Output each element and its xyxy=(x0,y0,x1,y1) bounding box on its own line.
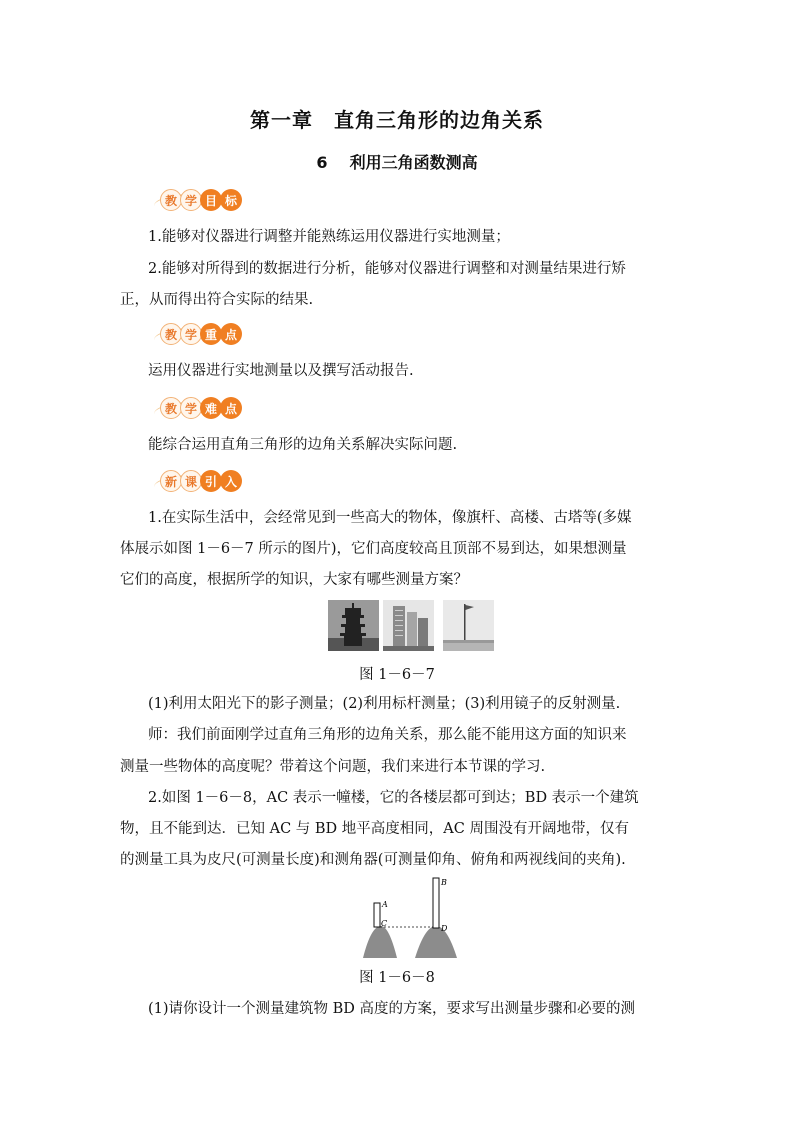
goal-item-1: 1.能够对仪器进行调整并能熟练运用仪器进行实地测量； xyxy=(148,229,510,245)
intro-p2-line-2: 物，且不能到达．已知 AC 与 BD 地平高度相同，AC 周围没有开阔地带，仅有 xyxy=(120,821,629,837)
goal-item-2-line-2: 正，从而得出符合实际的结果. xyxy=(120,292,314,308)
badge-char: 入 xyxy=(220,470,242,492)
intro-p1-line-1: 1.在实际生活中，会经常见到一些高大的物体，像旗杆、高楼、古塔等(多媒 xyxy=(148,510,632,526)
intro-p2-line-3: 的测量工具为皮尺(可测量长度)和测角器(可测量仰角、俯角和两视线间的夹角). xyxy=(120,852,626,868)
tall-building-photo xyxy=(383,600,434,651)
badge-char: 教 xyxy=(160,323,182,345)
teacher-line-1: 师：我们前面刚学过直角三角形的边角关系，那么能不能用这方面的知识来 xyxy=(148,727,627,743)
badge-char: 课 xyxy=(180,470,202,492)
badge-char: 标 xyxy=(220,189,242,211)
figure-1-6-7-caption: 图 1－6－7 xyxy=(359,667,435,683)
difficulty-text: 能综合运用直角三角形的边角关系解决实际问题. xyxy=(148,437,458,453)
badge-new-lesson-intro xyxy=(160,469,240,493)
chapter-title: 第一章 直角三角形的边角关系 xyxy=(250,108,544,132)
section-title xyxy=(0,150,794,173)
label-d: D xyxy=(441,924,448,933)
label-a: A xyxy=(382,900,388,909)
badge-char: 新 xyxy=(160,470,182,492)
badge-char: 引 xyxy=(200,470,222,492)
goal-item-2-line-1: 2.能够对所得到的数据进行分析，能够对仪器进行调整和对测量结果进行矫 xyxy=(148,261,626,277)
badge-char: 学 xyxy=(180,323,202,345)
badge-char: 重 xyxy=(200,323,222,345)
badge-char: 学 xyxy=(180,397,202,419)
section-title-text: 利用三角函数测高 xyxy=(349,153,478,172)
question-1: (1)请你设计一个测量建筑物 BD 高度的方案，要求写出测量步骤和必要的测 xyxy=(148,1001,636,1017)
label-c: C xyxy=(381,919,388,928)
figure-1-6-8-caption: 图 1－6－8 xyxy=(359,970,435,986)
badge-teaching-goals xyxy=(160,188,240,212)
intro-p2-line-1: 2.如图 1－6－8，AC 表示一幢楼，它的各楼层都可到达；BD 表示一个建筑 xyxy=(148,790,639,806)
badge-teaching-difficulty xyxy=(160,396,240,420)
badge-char: 点 xyxy=(220,323,242,345)
badge-char: 目 xyxy=(200,189,222,211)
badge-teaching-focus xyxy=(160,322,240,346)
flagpole-photo xyxy=(443,600,494,651)
badge-char: 教 xyxy=(160,189,182,211)
pagoda-photo xyxy=(328,600,379,651)
intro-p1-line-2: 体展示如图 1－6－7 所示的图片)，它们高度较高且顶部不易到达，如果想测量 xyxy=(120,541,627,557)
badge-char: 学 xyxy=(180,189,202,211)
badge-char: 点 xyxy=(220,397,242,419)
section-number: 6 xyxy=(316,153,328,172)
teacher-line-2: 测量一些物体的高度呢？带着这个问题，我们来进行本节课的学习. xyxy=(120,759,546,775)
label-b: B xyxy=(441,878,447,887)
measurement-methods: (1)利用太阳光下的影子测量；(2)利用标杆测量；(3)利用镜子的反射测量. xyxy=(148,696,621,712)
intro-p1-line-3: 它们的高度，根据所学的知识，大家有哪些测量方案？ xyxy=(120,572,468,588)
focus-text: 运用仪器进行实地测量以及撰写活动报告. xyxy=(148,363,414,379)
figure-1-6-8-diagram xyxy=(357,874,457,960)
badge-char: 教 xyxy=(160,397,182,419)
badge-char: 难 xyxy=(200,397,222,419)
